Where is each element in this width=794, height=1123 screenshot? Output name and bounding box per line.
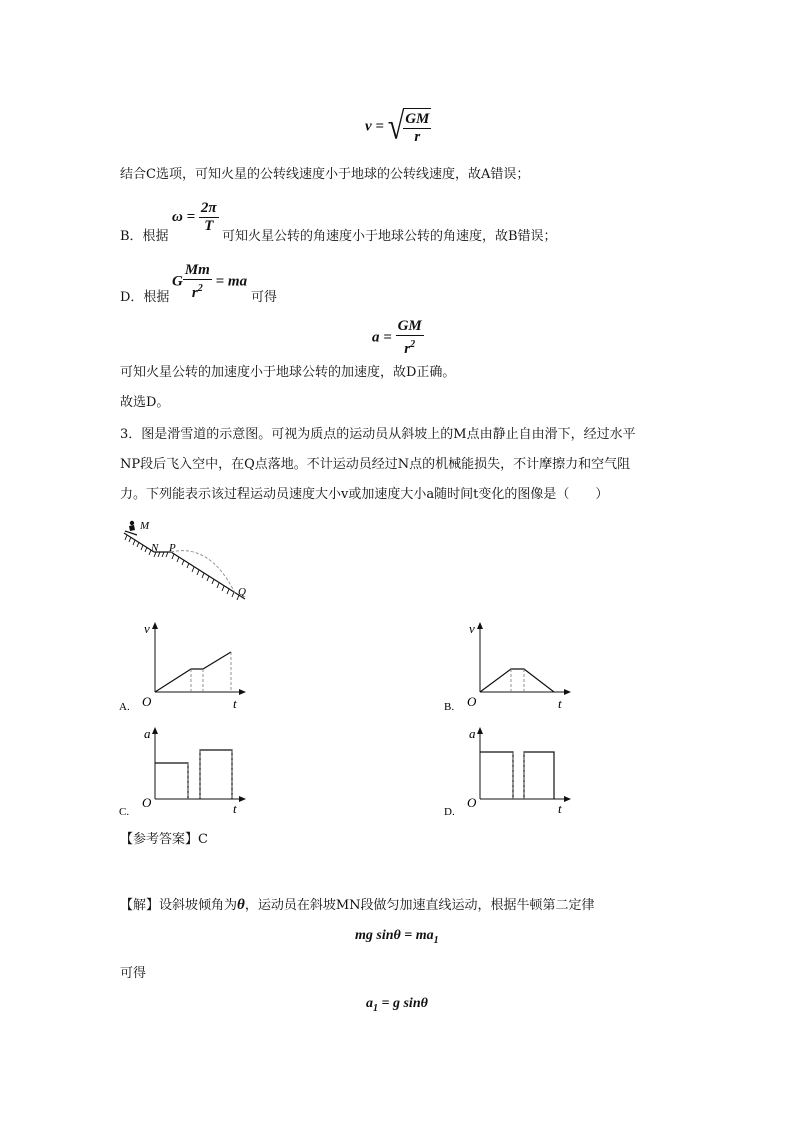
graph-d-xlabel: t — [558, 801, 562, 816]
graph-a-xlabel: t — [233, 696, 237, 711]
equation-gravity: G $\frac{Mm}{r^2}$ = ma — [172, 262, 248, 301]
graph-a-origin: O — [142, 694, 152, 709]
skier-icon — [125, 521, 137, 535]
eq-a-den: r — [404, 341, 411, 357]
label-p: P — [169, 542, 176, 554]
equation-acceleration: a = $\frac{GM}{r^2}$ — [372, 318, 422, 357]
graph-a-curve — [155, 652, 231, 692]
gravity-g: G — [172, 273, 183, 290]
eq1-sub: 1 — [433, 934, 439, 946]
keyi: 可得 — [120, 966, 147, 981]
eq-a-lhs: a — [372, 329, 380, 346]
graph-b-ylabel: v — [469, 621, 475, 636]
eq-v-den: r — [414, 129, 421, 145]
graph-d-origin: O — [467, 795, 477, 810]
omega-den: T — [204, 218, 214, 234]
graph-c — [115, 725, 255, 820]
graph-b-curve — [480, 669, 554, 692]
graph-d-curve — [480, 752, 513, 799]
label-n: N — [151, 542, 159, 554]
solution-intro-suffix: ，运动员在斜坡MN段做匀加速直线运动，根据牛顿第二定律 — [244, 898, 595, 913]
label-q: Q — [238, 586, 246, 598]
line-d-prefix: D．根据 — [120, 290, 170, 305]
option-b-label: B. — [444, 701, 455, 713]
sqrt: √ $\frac{GM}{r}$ — [387, 105, 430, 147]
eq2-rhs: = g sinθ — [381, 996, 428, 1011]
equation-omega: ω = $\frac{2\pi}{T}$ — [172, 200, 217, 234]
eq-a-num: GM — [397, 318, 422, 334]
line-answer-choice: 故选D。 — [120, 395, 170, 410]
graph-c-curve-2 — [200, 750, 232, 799]
question-line-3: 力。下列能表示该过程运动员速度大小v或加速度大小a随时间t变化的图像是（ ） — [120, 487, 609, 502]
graph-d — [440, 725, 580, 820]
omega: ω — [172, 208, 183, 225]
line-conclusion: 可知火星公转的加速度小于地球公转的加速度，故D正确。 — [120, 365, 456, 380]
solution-intro-prefix: 【解】设斜坡倾角为 — [120, 898, 238, 913]
graph-c-ylabel: a — [144, 726, 151, 741]
graph-c-xlabel: t — [233, 801, 237, 816]
eq2-lhs: a — [366, 996, 373, 1011]
graph-b-xlabel: t — [558, 696, 562, 711]
graph-a — [115, 620, 255, 715]
gravity-rhs: = ma — [215, 273, 248, 290]
graph-d-ylabel: a — [469, 726, 476, 741]
eq-v-num: GM — [405, 111, 430, 127]
reference-answer: 【参考答案】C — [120, 832, 208, 847]
eq-v-lhs: v — [365, 118, 372, 135]
equation-a1 — [366, 996, 428, 1014]
eq2-sub: 1 — [373, 1002, 378, 1014]
gravity-den: r — [191, 285, 198, 301]
option-c-label: C. — [119, 806, 130, 818]
omega-num: 2π — [200, 200, 217, 216]
line-b-prefix: B．根据 — [120, 229, 169, 244]
line-d-suffix: 可得 — [251, 290, 278, 305]
label-m: M — [140, 520, 150, 532]
line-b-suffix: 可知火星公转的角速度小于地球公转的角速度，故B错误； — [222, 229, 557, 244]
gravity-num: Mm — [184, 262, 210, 278]
eq1: mg sinθ = ma — [355, 928, 434, 943]
equation-velocity: v = √ $\frac{GM}{r}$ — [365, 105, 430, 147]
graph-d-curve-2 — [524, 752, 554, 799]
graph-c-curve — [155, 763, 188, 799]
graph-b — [440, 620, 580, 715]
line-c: 结合C选项，可知火星的公转线速度小于地球的公转线速度，故A错误； — [120, 167, 530, 182]
option-d-label: D. — [444, 806, 455, 818]
solution-intro — [120, 895, 595, 916]
graph-c-origin: O — [142, 795, 152, 810]
question-line-1: 3．图是滑雪道的示意图。可视为质点的运动员从斜坡上的M点由静止自由滑下，经过水平 — [120, 427, 636, 442]
graph-b-origin: O — [467, 694, 477, 709]
theta: θ — [237, 897, 245, 913]
option-a-label: A. — [119, 701, 130, 713]
graph-a-ylabel: v — [144, 621, 150, 636]
question-line-2: NP段后飞入空中，在Q点落地。不计运动员经过N点的机械能损失，不计摩擦力和空气阻 — [120, 457, 631, 472]
ski-slope-diagram — [115, 515, 255, 607]
equation-newton — [355, 928, 439, 946]
